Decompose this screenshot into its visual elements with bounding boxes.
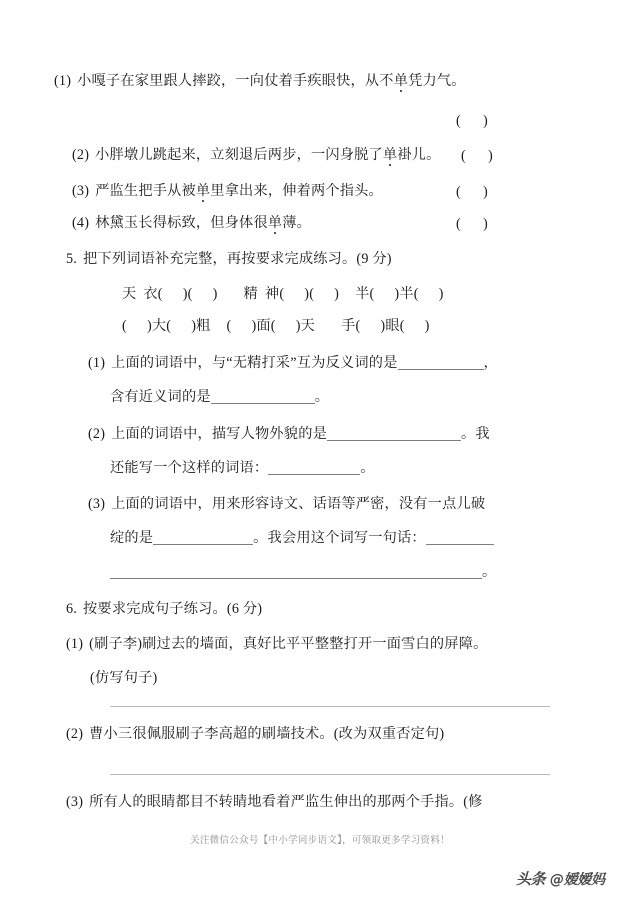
- fill-blank[interactable]: [211, 390, 315, 404]
- idiom-paren-right: ): [182, 286, 188, 302]
- idiom-paren-right: ): [295, 318, 301, 334]
- sub-item-number: (1): [66, 636, 84, 652]
- item-number: (2): [72, 147, 90, 163]
- sub-item-text: 曹小三很佩服刷子李高超的刷墙技术。(改为双重否定句): [89, 726, 445, 742]
- item-text-after-dot: 凭力气。: [408, 73, 466, 89]
- question-6-sub-1-line-1: [66, 637, 487, 651]
- idiom-paren-left: (: [226, 318, 232, 334]
- question-number: 6.: [66, 601, 78, 617]
- idiom-paren-right: ): [146, 318, 152, 334]
- idiom-row-2[interactable]: [122, 319, 430, 333]
- fill-blank[interactable]: [110, 565, 482, 579]
- question-5-sub-2-line-2: [110, 461, 375, 475]
- answer-bracket-2[interactable]: [461, 148, 493, 165]
- sub-item-number: (1): [88, 355, 106, 371]
- idiom-paren-left: (: [399, 318, 405, 334]
- fill-blank[interactable]: [327, 427, 461, 441]
- emphasis-char: 单: [267, 215, 283, 231]
- sub-item-tail: 。: [360, 460, 375, 476]
- question-5-sub-1-line-2: [110, 390, 329, 404]
- idiom-paren-left: (: [413, 286, 419, 302]
- idiom-paren-right: ): [438, 286, 444, 302]
- question-5-sub-3-line-3: [110, 565, 496, 579]
- idiom-char: 衣: [143, 286, 158, 302]
- sub-item-tail: 。我: [460, 426, 490, 442]
- bracket-left: (: [456, 113, 461, 129]
- idiom-char: 神: [264, 286, 280, 302]
- idiom-paren-right: ): [251, 318, 257, 334]
- item-text-before-dot: 小胖墩儿跳起来，立刻退后两步，一闪身脱了: [95, 147, 383, 163]
- idiom-char: 面: [256, 318, 271, 334]
- idiom-paren-right: ): [304, 286, 310, 302]
- idiom-paren-right: ): [380, 318, 386, 334]
- idiom-char: 半: [355, 286, 370, 302]
- judgment-item-4: [44, 216, 311, 230]
- idiom-paren-left: (: [355, 318, 361, 334]
- idiom-paren-right: ): [394, 286, 400, 302]
- question-5-heading: [66, 252, 392, 266]
- idiom-char: 天: [122, 286, 137, 302]
- idiom-paren-left: (: [270, 318, 276, 334]
- question-5-sub-3-line-1: [88, 497, 485, 511]
- sub-item-number: (3): [88, 496, 106, 512]
- bracket-right: ): [482, 113, 488, 129]
- item-number: (4): [72, 215, 90, 231]
- bracket-left: (: [456, 184, 461, 200]
- answer-bracket-4[interactable]: [456, 216, 488, 233]
- sub-item-tail: ，: [483, 355, 498, 371]
- question-number: 5.: [66, 251, 78, 267]
- fill-blank[interactable]: [398, 356, 484, 370]
- sub-item-tail: 。: [314, 389, 330, 405]
- idiom-paren-left: (: [157, 286, 163, 302]
- emphasis-char: 单: [195, 183, 211, 199]
- idiom-char: 眼: [385, 318, 400, 334]
- footer-note: 关注微信公众号【中小学同步语文】，可领取更多学习资料！: [190, 835, 450, 846]
- idiom-paren-left: (: [187, 286, 193, 302]
- answer-line-2[interactable]: [110, 774, 550, 775]
- idiom-char: 手: [341, 318, 356, 334]
- item-number: (3): [72, 183, 90, 199]
- sub-item-number: (2): [88, 426, 106, 442]
- sub-item-text: 含有近义词的是: [110, 389, 211, 405]
- idiom-paren-left: (: [369, 286, 375, 302]
- watermark-handle: @嫒嫒妈: [550, 871, 605, 888]
- watermark: [516, 868, 605, 889]
- item-number: (1): [54, 73, 72, 89]
- judgment-item-3: [44, 184, 383, 198]
- idiom-paren-left: (: [309, 286, 315, 302]
- idiom-paren-left: (: [122, 318, 127, 334]
- answer-bracket-3[interactable]: [456, 184, 488, 201]
- sub-item-number: (2): [66, 726, 84, 742]
- idiom-paren-left: (: [279, 286, 285, 302]
- question-prompt: 把下列词语补充完整，再按要求完成练习。(9 分): [83, 251, 392, 267]
- item-text-after-dot: 里拿出来，伸着两个指头。: [210, 183, 383, 199]
- judgment-item-1: [44, 74, 466, 88]
- bracket-right: ): [487, 148, 493, 164]
- bracket-right: ): [482, 216, 488, 232]
- idiom-paren-right: ): [334, 286, 340, 302]
- bracket-right: ): [482, 184, 488, 200]
- sub-item-text: 上面的词语中，与“无精打采”互为反义词的是: [111, 355, 398, 371]
- idiom-paren-right: ): [424, 318, 430, 334]
- idiom-paren-right: ): [191, 318, 197, 334]
- answer-line-1[interactable]: [110, 706, 550, 707]
- sub-item-text: 所有人的眼睛都目不转睛地看着严监生伸出的那两个手指。(修: [89, 794, 483, 810]
- question-5-sub-1-line-1: [88, 356, 498, 370]
- item-text-after-dot: 薄。: [282, 215, 311, 231]
- bracket-left: (: [461, 148, 466, 164]
- item-text-before-dot: 小嘎子在家里跟人摔跤，一向仗着手疾眼快，从不: [77, 73, 394, 89]
- question-6-sub-2-line-1: [66, 727, 444, 741]
- idiom-row-1[interactable]: [122, 287, 444, 301]
- fill-blank[interactable]: [153, 531, 253, 545]
- sub-item-text: 上面的词语中，用来形容诗文、话语等严密，没有一点儿破: [111, 496, 486, 512]
- sub-item-text: 绽的是: [110, 530, 154, 546]
- bracket-left: (: [456, 216, 461, 232]
- sub-item-tail: 。: [482, 564, 497, 580]
- question-prompt: 按要求完成句子练习。(6 分): [83, 601, 263, 617]
- answer-bracket-1[interactable]: [456, 113, 488, 130]
- item-text-before-dot: 严监生把手从被: [95, 183, 196, 199]
- question-5-sub-3-line-2: [110, 531, 494, 545]
- emphasis-char: 单: [393, 73, 409, 89]
- sub-item-text: (刷子李)刷过去的墙面，真好比平平整整打开一面雪白的屏障。: [89, 636, 488, 652]
- sub-item-text: 上面的词语中，描写人物外貌的是: [111, 426, 327, 442]
- idiom-char: 精: [243, 286, 258, 302]
- sub-item-instruction: (仿写句子): [90, 670, 158, 686]
- fill-blank[interactable]: [426, 531, 494, 545]
- idiom-char: 天: [300, 318, 316, 334]
- question-5-sub-2-line-1: [88, 427, 490, 441]
- emphasis-char: 单: [382, 147, 398, 163]
- sub-item-number: (3): [66, 794, 84, 810]
- sub-item-text: 。我会用这个词写一句话：: [253, 530, 426, 546]
- idiom-char: 粗: [196, 318, 211, 334]
- toutiao-logo-icon: 头条: [516, 870, 546, 888]
- idiom-char: 大: [151, 318, 167, 334]
- idiom-paren-right: ): [212, 286, 218, 302]
- idiom-char: 半: [399, 286, 414, 302]
- item-text-before-dot: 林黛玉长得标致，但身体很: [95, 215, 268, 231]
- question-6-heading: [66, 602, 262, 616]
- fill-blank[interactable]: [268, 461, 360, 475]
- item-text-after-dot: 褂儿。: [397, 147, 441, 163]
- question-6-sub-3-line-1: [66, 795, 483, 809]
- question-6-sub-1-line-2: [90, 671, 157, 685]
- sub-item-text: 还能写一个这样的词语：: [110, 460, 269, 476]
- judgment-item-2: [44, 148, 440, 162]
- idiom-paren-left: (: [166, 318, 172, 334]
